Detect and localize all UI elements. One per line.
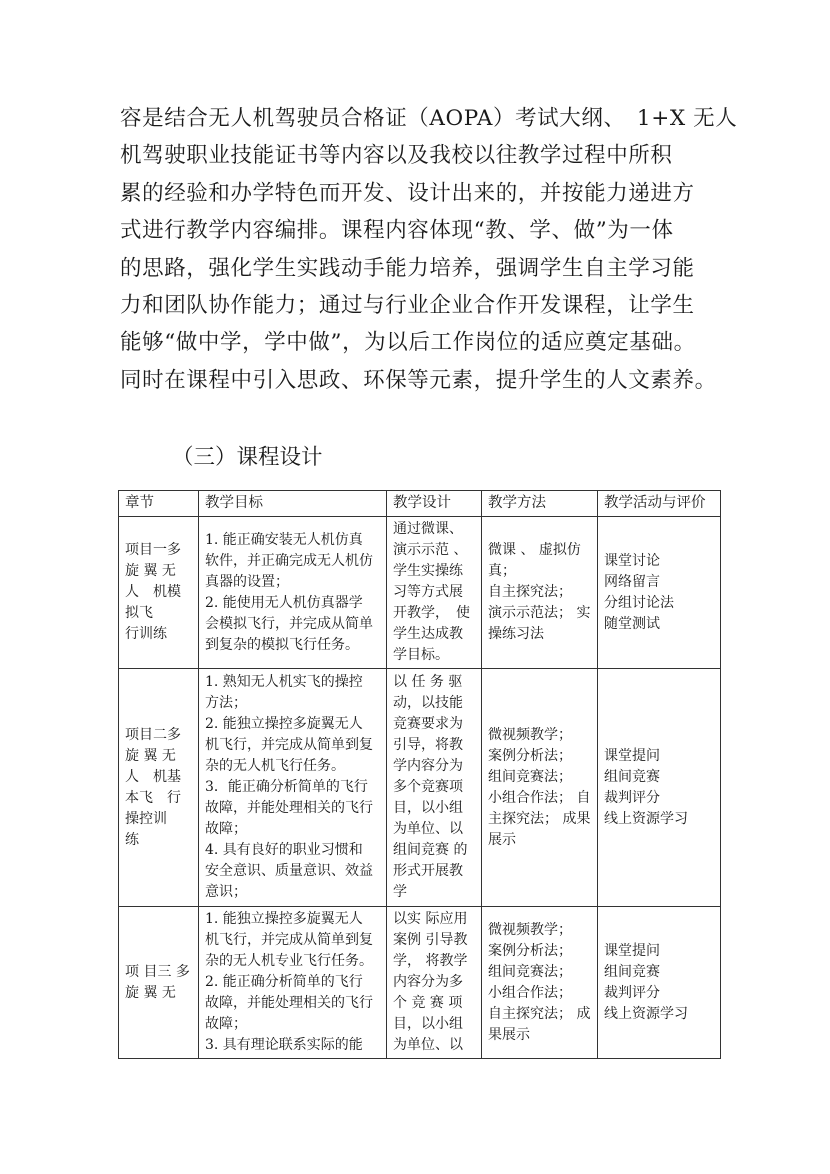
cell-line: 3. 具有理论联系实际的能 xyxy=(205,1037,363,1053)
cell-chapter xyxy=(119,517,199,669)
cell-line: 随堂测试 xyxy=(604,615,660,632)
cell-line: 竞赛要求为 xyxy=(393,716,463,732)
cell-line: 多个竞赛项 xyxy=(393,779,463,795)
cell-methods xyxy=(482,907,598,1059)
cell-goals xyxy=(199,907,387,1059)
cell-line: 学 xyxy=(393,884,407,900)
cell-line: 1. 能独立操控多旋翼无人 xyxy=(205,911,363,927)
cell-design xyxy=(387,907,482,1059)
cell-line: 真； xyxy=(488,563,516,579)
cell-line: 组间竞赛法； xyxy=(488,768,572,785)
cell-line: 机飞行，并完成从简单到复 xyxy=(205,737,373,753)
cell-line: 案例 引导教 xyxy=(393,932,468,948)
paragraph-line: 累的经验和办学特色而开发、设计出来的，并按能力递进方 xyxy=(120,180,695,206)
cell-line: 自主探究法； 成 xyxy=(488,1005,591,1022)
cell-line: 人 机基 xyxy=(125,768,181,785)
cell-line: 通过微课、 xyxy=(393,521,463,537)
cell-line: 个 竞 赛 项 xyxy=(393,995,463,1011)
column-header: 教学方法 xyxy=(482,491,598,517)
table-row xyxy=(119,669,721,907)
cell-line: 案例分析法； xyxy=(488,747,572,764)
cell-line: 旋 翼 无 xyxy=(125,563,176,579)
cell-line: 操练习法 xyxy=(488,626,544,642)
cell-line: 2. 能独立操控多旋翼无人 xyxy=(205,716,363,732)
cell-line: 裁判评分 xyxy=(604,984,660,1001)
cell-line: 学内容分为 xyxy=(393,758,463,774)
cell-line: 故障； xyxy=(205,1016,247,1032)
cell-line: 案例分析法； xyxy=(488,942,572,959)
cell-line: 课堂讨论 xyxy=(604,552,660,569)
cell-line: 项目二多 xyxy=(125,726,181,743)
cell-line: 线上资源学习 xyxy=(604,1005,688,1022)
cell-line: 学， 将教学 xyxy=(393,953,468,969)
cell-line: 机飞行，并完成从简单到复 xyxy=(205,932,373,948)
cell-line: 为单位、以 xyxy=(393,821,463,837)
paragraph-line: 的思路，强化学生实践动手能力培养，强调学生自主学习能 xyxy=(120,255,695,281)
cell-line: 项目一多 xyxy=(125,542,181,558)
cell-line: 学生达成教 xyxy=(393,626,463,642)
table-row xyxy=(119,517,721,669)
cell-line: 果展示 xyxy=(488,1026,530,1043)
cell-line: 组间竞赛法； xyxy=(488,963,572,980)
cell-line: 线上资源学习 xyxy=(604,810,688,827)
cell-chapter xyxy=(119,669,199,907)
cell-line: 目，以小组 xyxy=(393,800,463,816)
cell-line: 以 任 务 驱 xyxy=(393,674,463,690)
cell-line: 拟飞 xyxy=(125,605,153,621)
cell-line: 杂的无人机飞行任务。 xyxy=(205,758,345,774)
cell-line: 项 目三 多 xyxy=(125,963,190,980)
cell-line: 课堂提问 xyxy=(604,747,660,764)
cell-line: 组间竞赛 xyxy=(604,963,660,980)
cell-line: 会模拟飞行，并完成从简单 xyxy=(205,615,373,632)
cell-line: 演示示范法； 实 xyxy=(488,605,591,621)
paragraph-line: 容是结合无人机驾驶员合格证（AOPA）考试大纲、 1+X 无人 xyxy=(120,106,738,131)
cell-activities xyxy=(598,517,721,669)
cell-line: 故障； xyxy=(205,821,247,837)
column-header: 教学目标 xyxy=(199,491,387,517)
cell-line: 目，以小组 xyxy=(393,1016,463,1032)
cell-line: 引导，将教 xyxy=(393,737,463,753)
cell-line: 安全意识、质量意识、效益 xyxy=(205,863,373,879)
cell-line: 小组合作法； 自 xyxy=(488,789,591,806)
cell-line: 故障，并能处理相关的飞行 xyxy=(205,995,373,1011)
column-header: 教学活动与评价 xyxy=(598,491,721,517)
cell-line: 动，以技能 xyxy=(393,695,463,711)
cell-line: 课堂提问 xyxy=(604,942,660,959)
cell-line: 旋 翼 无 xyxy=(125,747,176,764)
cell-line: 操控训 xyxy=(125,810,167,827)
body-paragraph xyxy=(120,100,738,399)
section-heading: （三）课程设计 xyxy=(172,445,323,470)
cell-line: 3．能正确分析简单的飞行 xyxy=(205,779,368,795)
cell-line: 杂的无人机专业飞行任务。 xyxy=(205,953,373,969)
cell-line: 自主探究法； xyxy=(488,584,572,600)
cell-line: 分组讨论法 xyxy=(604,594,674,611)
cell-line: 练 xyxy=(125,831,139,848)
paragraph-line: 同时在课程中引入思政、环保等元素，提升学生的人文素养。 xyxy=(120,367,717,393)
paragraph-line: 机驾驶职业技能证书等内容以及我校以往教学过程中所积 xyxy=(120,143,673,169)
cell-line: 学生实操练 xyxy=(393,563,463,579)
cell-line: 微课 、 虚拟仿 xyxy=(488,542,581,558)
cell-activities xyxy=(598,907,721,1059)
cell-activities xyxy=(598,669,721,907)
cell-methods xyxy=(482,517,598,669)
cell-line: 2. 能正确分析简单的飞行 xyxy=(205,974,363,990)
cell-line: 故障，并能处理相关的飞行 xyxy=(205,800,373,816)
cell-line: 4. 具有良好的职业习惯和 xyxy=(205,842,363,858)
cell-line: 内容分为多 xyxy=(393,974,463,990)
cell-line: 意识； xyxy=(205,884,247,900)
cell-line: 裁判评分 xyxy=(604,789,660,806)
cell-line: 本飞 行 xyxy=(125,789,181,806)
column-header: 教学设计 xyxy=(387,491,482,517)
cell-line: 以实 际应用 xyxy=(393,911,468,927)
cell-line: 软件，并正确完成无人机仿 xyxy=(205,552,373,569)
cell-line: 微视频教学； xyxy=(488,921,572,938)
cell-line: 人 机模 xyxy=(125,584,181,600)
cell-design xyxy=(387,669,482,907)
cell-line: 旋 翼 无 xyxy=(125,984,176,1001)
cell-line: 网络留言 xyxy=(604,573,660,590)
cell-line: 1. 能正确安装无人机仿真 xyxy=(205,531,363,548)
cell-line: 方法； xyxy=(205,695,247,711)
cell-goals xyxy=(199,517,387,669)
cell-line: 为单位、以 xyxy=(393,1037,463,1053)
cell-line: 组间竞赛 的 xyxy=(393,842,468,858)
paragraph-line: 力和团队协作能力；通过与行业企业合作开发课程，让学生 xyxy=(120,292,695,318)
cell-line: 展示 xyxy=(488,831,516,848)
cell-line: 演示示范 、 xyxy=(393,542,468,558)
cell-line: 小组合作法； xyxy=(488,984,572,1001)
cell-line: 1. 熟知无人机实飞的操控 xyxy=(205,674,363,690)
cell-line: 行训练 xyxy=(125,626,167,642)
column-header: 章节 xyxy=(119,491,199,517)
cell-line: 微视频教学； xyxy=(488,726,572,743)
course-design-table xyxy=(118,490,721,1059)
cell-line: 开教学， 使 xyxy=(393,605,470,621)
cell-line: 形式开展教 xyxy=(393,863,463,879)
table-row xyxy=(119,907,721,1059)
cell-line: 组间竞赛 xyxy=(604,768,660,785)
cell-goals xyxy=(199,669,387,907)
table-header-row xyxy=(119,491,721,517)
cell-design xyxy=(387,517,482,669)
cell-chapter xyxy=(119,907,199,1059)
cell-line: 到复杂的模拟飞行任务。 xyxy=(205,636,359,653)
cell-line: 学目标。 xyxy=(393,647,449,663)
cell-methods xyxy=(482,669,598,907)
cell-line: 2. 能使用无人机仿真器学 xyxy=(205,594,363,611)
paragraph-line: 能够“做中学，学中做”，为以后工作岗位的适应奠定基础。 xyxy=(120,330,696,356)
cell-line: 真器的设置； xyxy=(205,573,289,590)
paragraph-line: 式进行教学内容编排。课程内容体现“教、学、做”为一体 xyxy=(120,218,674,244)
cell-line: 习等方式展 xyxy=(393,584,463,600)
cell-line: 主探究法； 成果 xyxy=(488,810,591,827)
